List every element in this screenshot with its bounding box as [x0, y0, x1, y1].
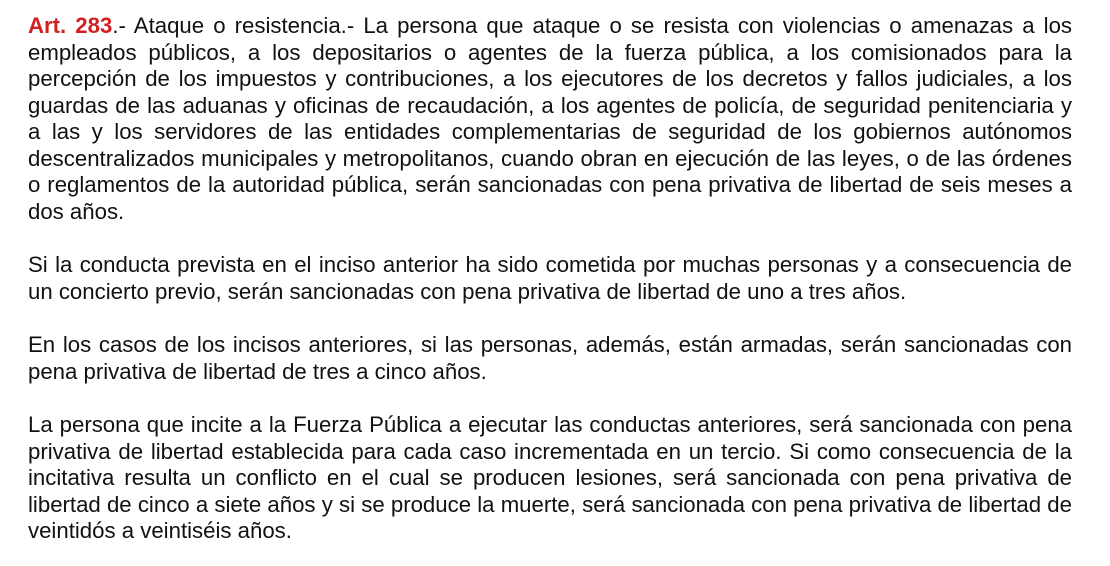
article-heading-text: .- Ataque o resistencia.- La persona que ataque o se resista con violencias o amenazas a los empleados públicos, a los depositarios o agentes de la fuerza pública, a los comisionados para la percepción de los impuestos y contribuciones, a los ejecutores de los decretos y fallos judiciales, a los guardas de las aduanas y oficinas de recaudación, a los agentes de policía, de seguridad penitenciaria y a las y los servidores de las entidades complementarias de seguridad de los gobiernos autónomos descentralizados municipales y metropolitanos, cuando obran en ejecución de las leyes, o de las órdenes o reglamentos de la autoridad pública, serán sancionadas con pena privativa de libertad de seis meses a dos años.	[28, 13, 1072, 224]
article-paragraph-2: Si la conducta prevista en el inciso anterior ha sido cometida por muchas personas y a consecuencia de un concierto previo, serán sancionadas con pena privativa de libertad de uno a tres años.	[28, 252, 1072, 304]
article-number: Art. 283	[28, 13, 113, 38]
article-paragraph-4: La persona que incite a la Fuerza Pública a ejecutar las conductas anteriores, será sancionada con pena privativa de libertad establecida para cada caso incrementada en un tercio. Si como consecuencia de la incitativa resulta un conflicto en el cual se producen lesiones, será sancionada con pena privativa de libertad de cinco a siete años y si se produce la muerte, será sancionada con pena privativa de libertad de veintidós a veintiséis años.	[28, 412, 1072, 543]
article-first-paragraph	[28, 13, 1072, 225]
article-paragraph-3: En los casos de los incisos anteriores, si las personas, además, están armadas, serán sancionadas con pena privativa de libertad de tres a cinco años.	[28, 332, 1072, 384]
